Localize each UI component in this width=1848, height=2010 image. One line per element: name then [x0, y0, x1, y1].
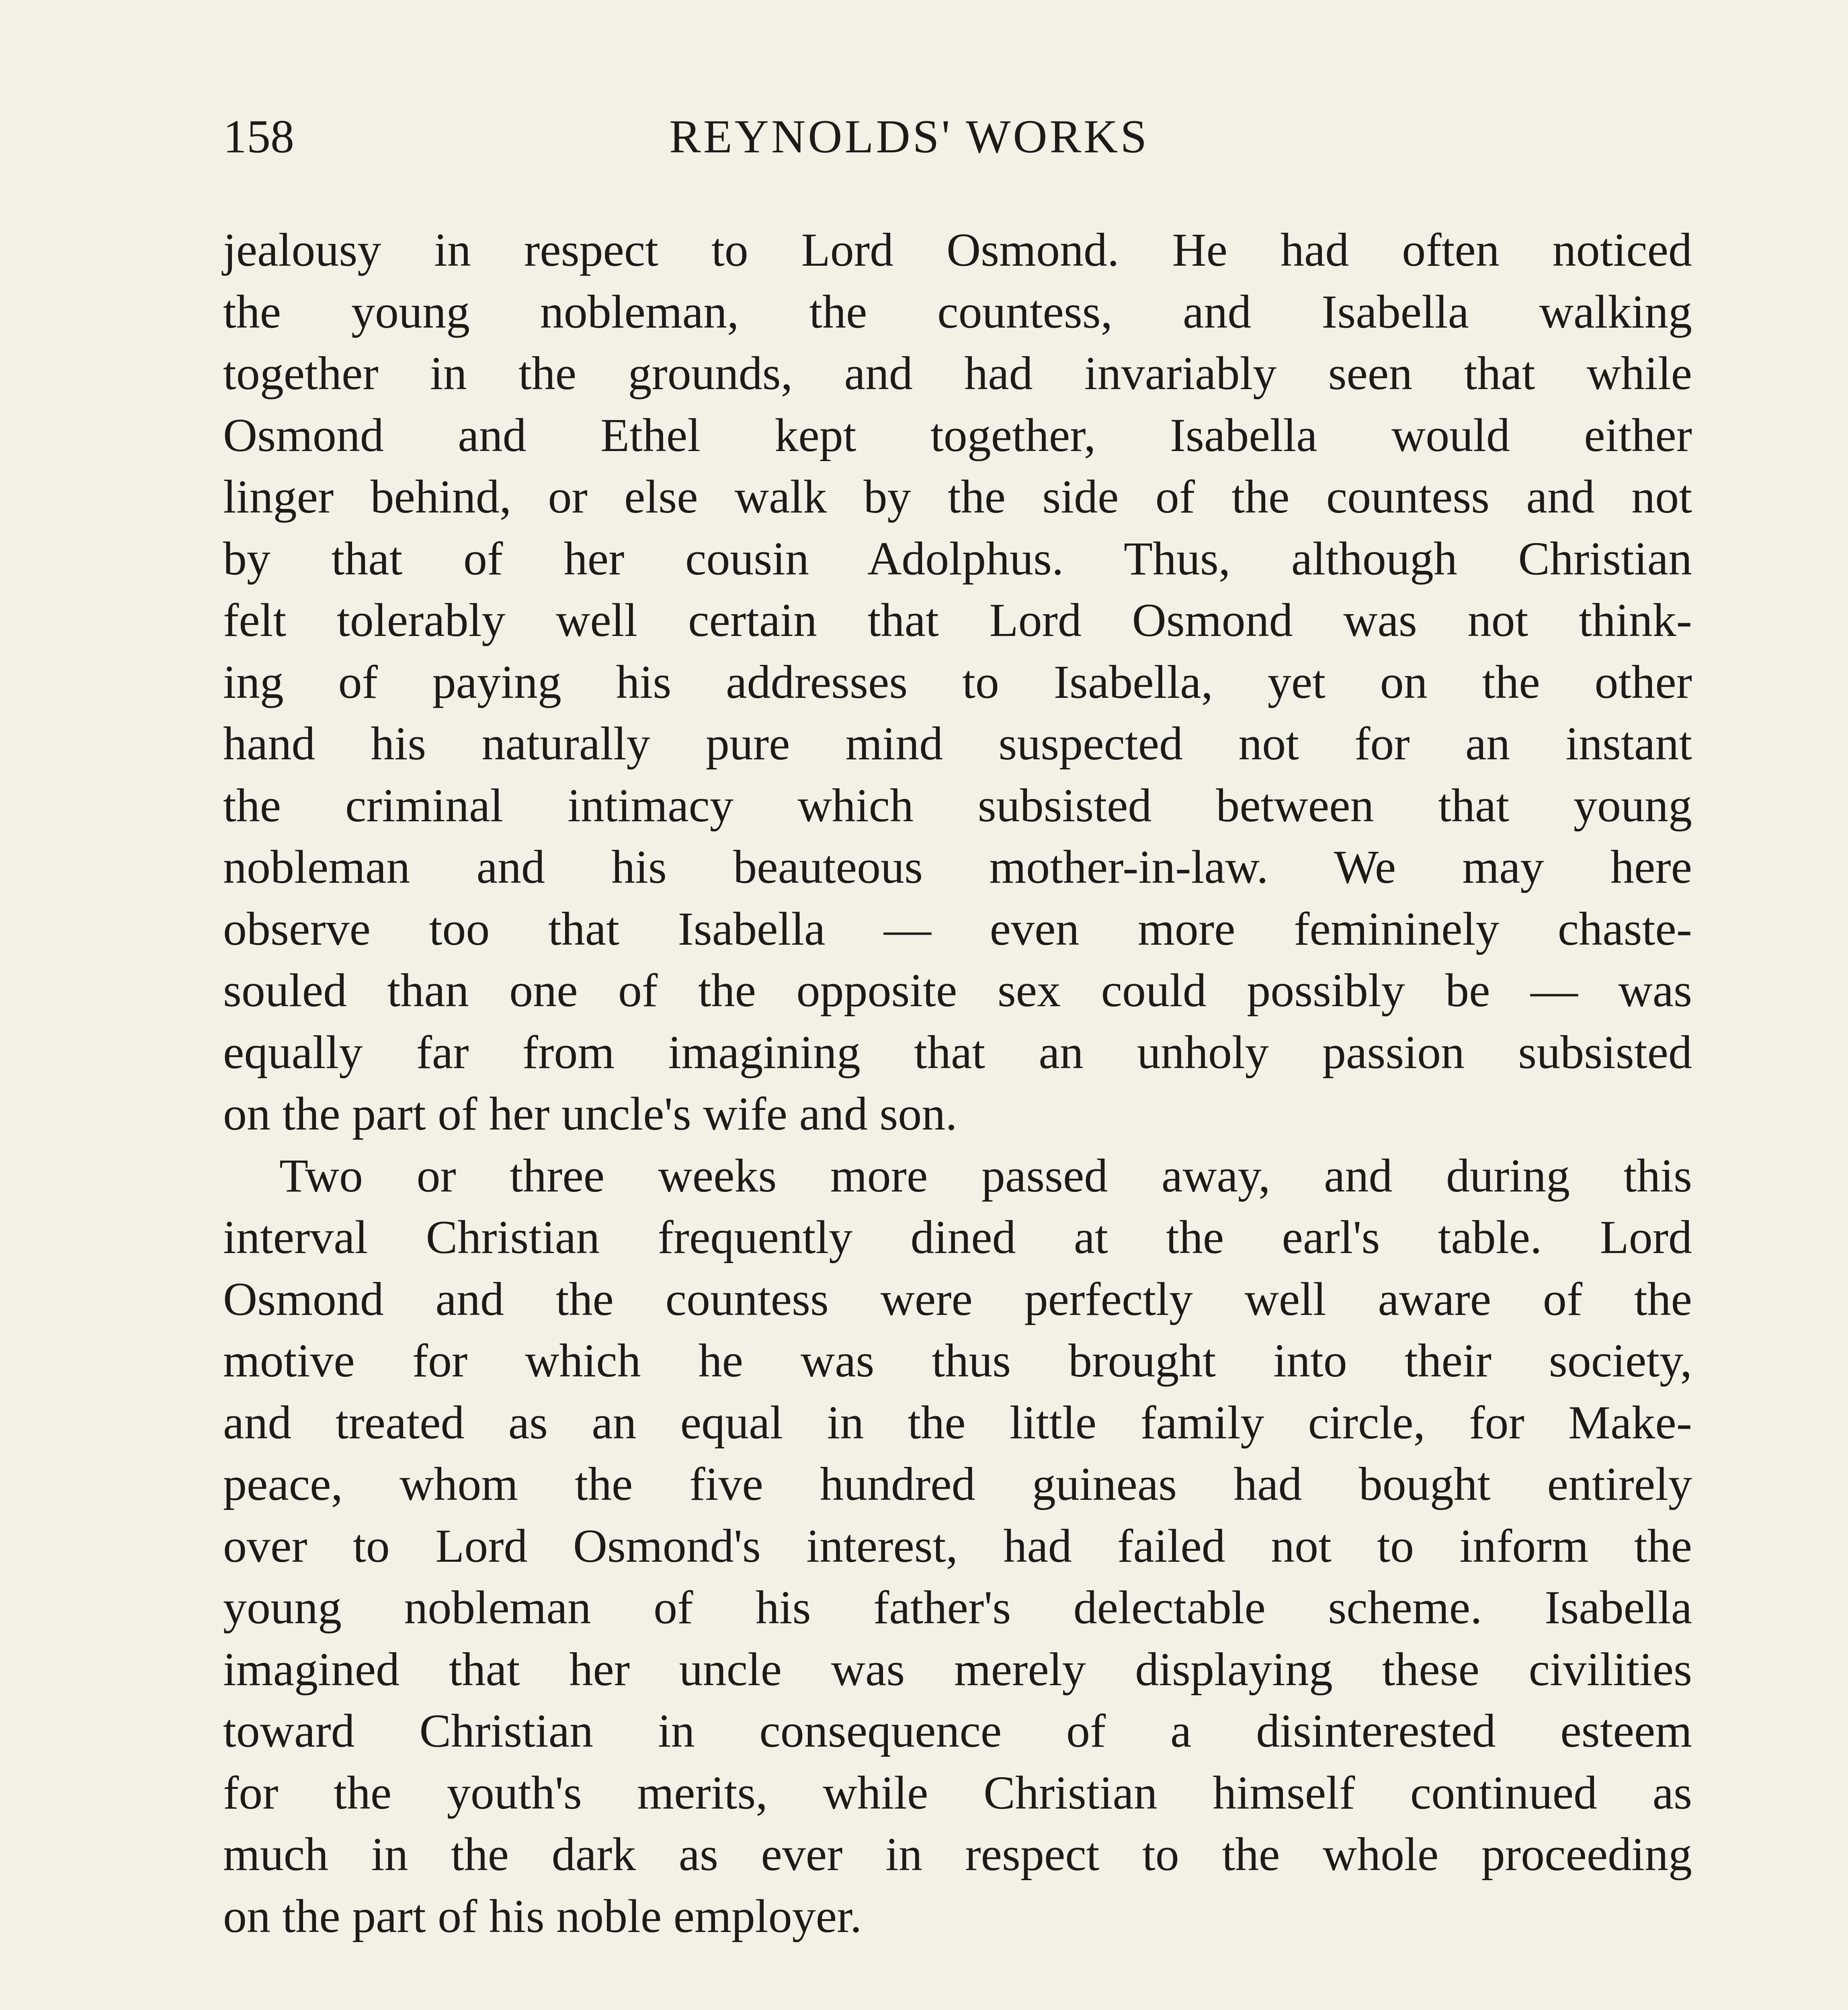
text-line: nobleman and his beauteous mother-in-law. We may here	[223, 841, 1692, 893]
text-line: together in the grounds, and had invariably seen that while	[223, 347, 1692, 400]
text-line: souled than one of the opposite sex could possibly be — was	[223, 964, 1692, 1017]
text-line: hand his naturally pure mind suspected not for an instant	[223, 717, 1692, 770]
text-line: Osmond and Ethel kept together, Isabella would either	[223, 408, 1692, 461]
running-head	[223, 109, 1692, 165]
text-line: jealousy in respect to Lord Osmond. He had often noticed	[223, 224, 1692, 276]
paragraph-1	[223, 219, 1692, 1145]
text-line: motive for which he was thus brought into their society,	[223, 1334, 1692, 1387]
text-line: Osmond and the countess were perfectly well aware of the	[223, 1272, 1692, 1325]
text-line: the young nobleman, the countess, and Isabella walking	[223, 285, 1692, 338]
page-number: 158	[223, 110, 294, 163]
text-line: ing of paying his addresses to Isabella, yet on the other	[223, 655, 1692, 708]
paragraph-2	[223, 1145, 1692, 1947]
text-line: by that of her cousin Adolphus. Thus, although Christian	[223, 532, 1692, 585]
text-line: equally far from imagining that an unholy passion subsisted	[223, 1026, 1692, 1079]
text-line: peace, whom the five hundred guineas had bought entirely	[223, 1458, 1692, 1510]
text-line: imagined that her uncle was merely displaying these civilities	[223, 1643, 1692, 1696]
text-line: felt tolerably well certain that Lord Osmond was not think-	[223, 594, 1692, 646]
text-line: interval Christian frequently dined at the earl's table. Lord	[223, 1211, 1692, 1263]
running-title: REYNOLDS' WORKS	[669, 110, 1149, 163]
text-line: much in the dark as ever in respect to the whole proceeding	[223, 1828, 1692, 1881]
body-text	[223, 219, 1692, 1947]
text-line: the criminal intimacy which subsisted between that young	[223, 779, 1692, 832]
text-line: on the part of his noble employer.	[223, 1889, 862, 1942]
text-line: toward Christian in consequence of a disinterested esteem	[223, 1704, 1692, 1757]
text-line: observe too that Isabella — even more femininely chaste-	[223, 902, 1692, 955]
text-line: Two or three weeks more passed away, and during this	[279, 1149, 1692, 1202]
text-line: linger behind, or else walk by the side of the countess and not	[223, 470, 1692, 523]
text-line: young nobleman of his father's delectable scheme. Isabella	[223, 1581, 1692, 1634]
text-line: on the part of her uncle's wife and son.	[223, 1087, 957, 1140]
text-line: over to Lord Osmond's interest, had failed not to inform the	[223, 1519, 1692, 1572]
text-line: and treated as an equal in the little family circle, for Make-	[223, 1396, 1692, 1449]
text-line: for the youth's merits, while Christian himself continued as	[223, 1766, 1692, 1819]
